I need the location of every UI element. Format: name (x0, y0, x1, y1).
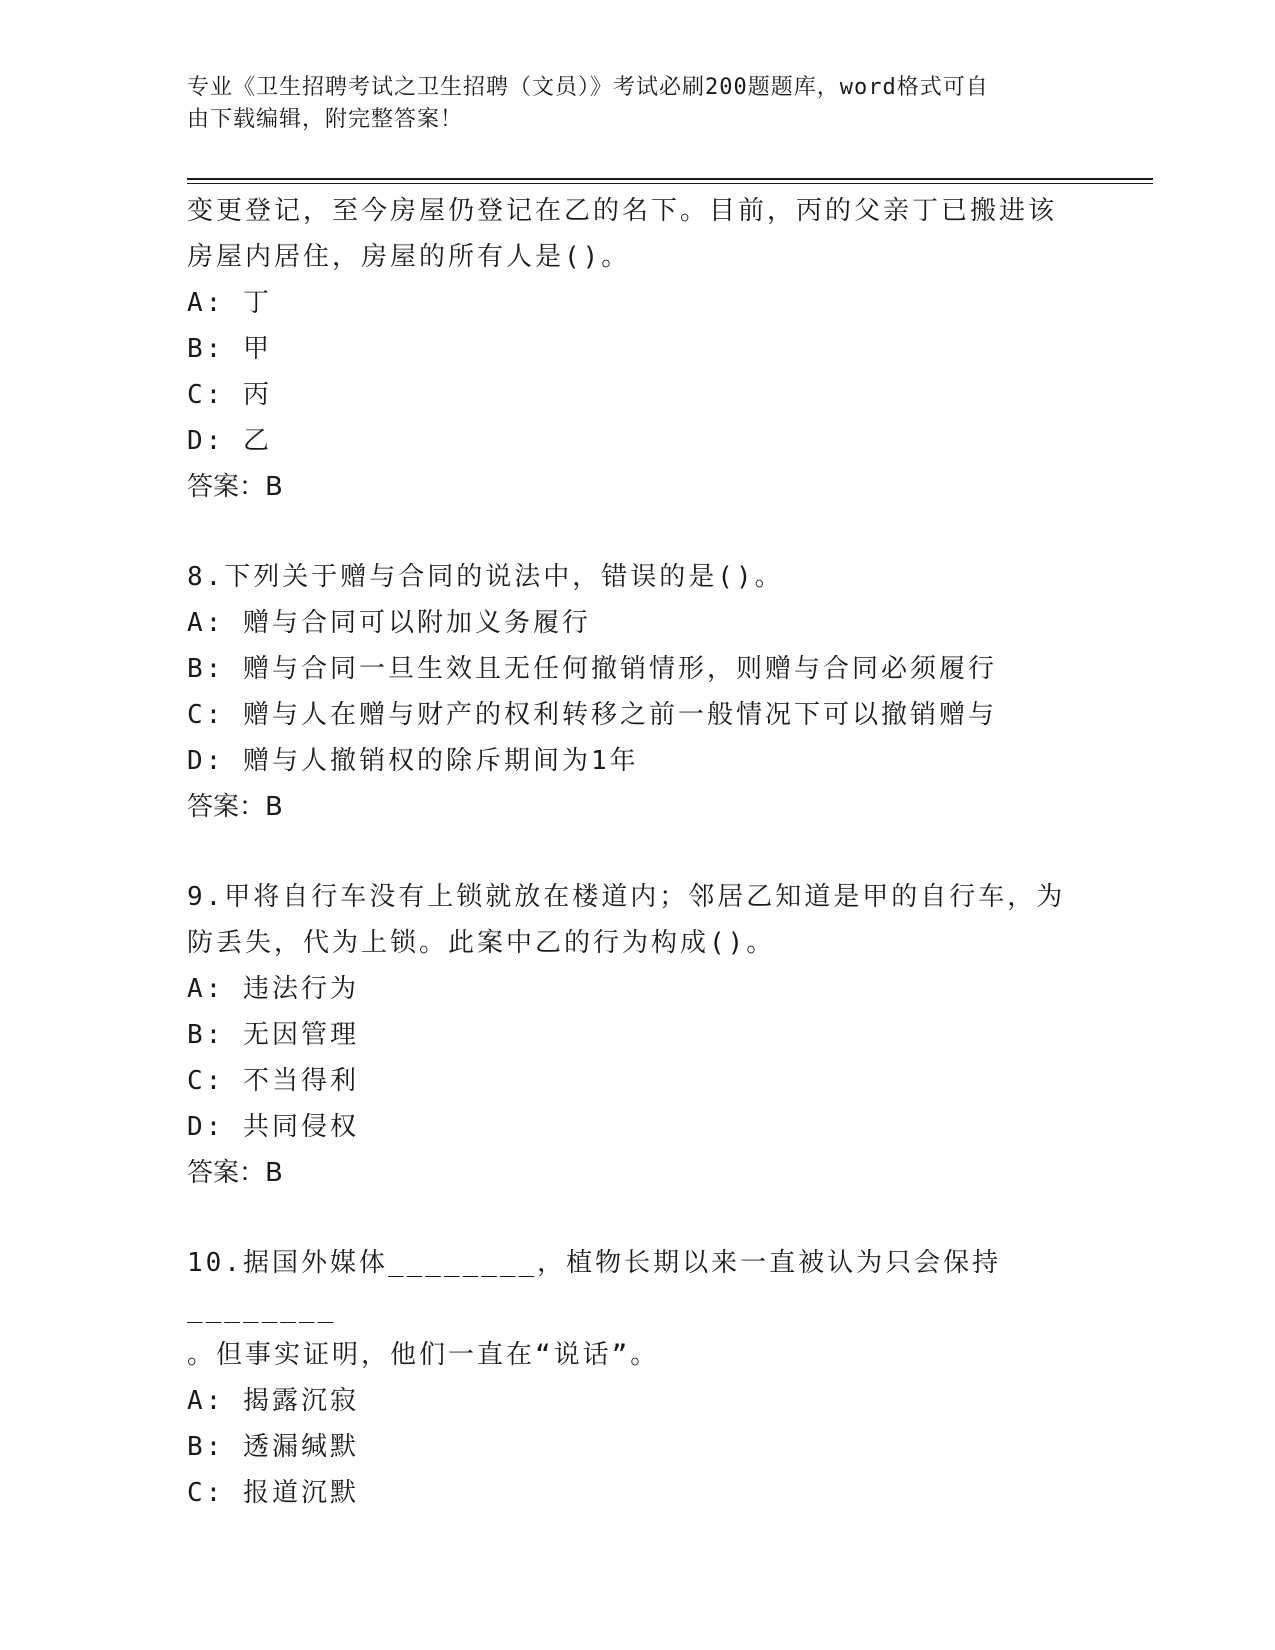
option-c: C: 报道沉默 (187, 1478, 359, 1508)
question-text-line: 10.据国外媒体________，植物长期以来一直被认为只会保持________ (187, 1248, 1002, 1324)
option-b: B: 无因管理 (187, 1020, 359, 1050)
question-8 (187, 554, 1087, 830)
question-text-line: 。但事实证明，他们一直在“说话”。 (187, 1340, 660, 1370)
page-header (187, 72, 1067, 136)
option-a: A: 丁 (187, 288, 272, 318)
option-c: C: 丙 (187, 380, 272, 410)
question-list (187, 188, 1087, 1560)
question-9 (187, 874, 1087, 1196)
option-d: D: 乙 (187, 426, 272, 456)
question-text-line: 变更登记，至今房屋仍登记在乙的名下。目前，丙的父亲丁已搬进该 (187, 196, 1058, 226)
answer: 答案：B (187, 1158, 283, 1188)
option-d: D: 赠与人撤销权的除斥期间为1年 (187, 746, 639, 776)
option-a: A: 违法行为 (187, 974, 359, 1004)
header-line-2: 由下载编辑，附完整答案！ (187, 107, 464, 132)
header-divider-thin (187, 183, 1153, 184)
option-b: B: 赠与合同一旦生效且无任何撤销情形，则赠与合同必须履行 (187, 654, 997, 684)
question-text-line: 房屋内居住，房屋的所有人是()。 (187, 242, 631, 272)
question-text-line: 9.甲将自行车没有上锁就放在楼道内；邻居乙知道是甲的自行车，为 (187, 882, 1066, 912)
option-d: D: 共同侵权 (187, 1112, 359, 1142)
header-divider-thick (187, 178, 1153, 180)
question-text-line: 8.下列关于赠与合同的说法中，错误的是()。 (187, 562, 784, 592)
option-a: A: 揭露沉寂 (187, 1386, 359, 1416)
option-c: C: 不当得利 (187, 1066, 359, 1096)
option-c: C: 赠与人在赠与财产的权利转移之前一般情况下可以撤销赠与 (187, 700, 997, 730)
question-7 (187, 188, 1087, 510)
answer: 答案：B (187, 472, 283, 502)
answer: 答案：B (187, 792, 283, 822)
option-a: A: 赠与合同可以附加义务履行 (187, 608, 591, 638)
header-line-1: 专业《卫生招聘考试之卫生招聘（文员）》考试必刷200题题库，word格式可自 (187, 75, 989, 100)
question-text-line: 防丢失，代为上锁。此案中乙的行为构成()。 (187, 928, 776, 958)
option-b: B: 透漏缄默 (187, 1432, 359, 1462)
option-b: B: 甲 (187, 334, 272, 364)
question-10 (187, 1240, 1087, 1516)
